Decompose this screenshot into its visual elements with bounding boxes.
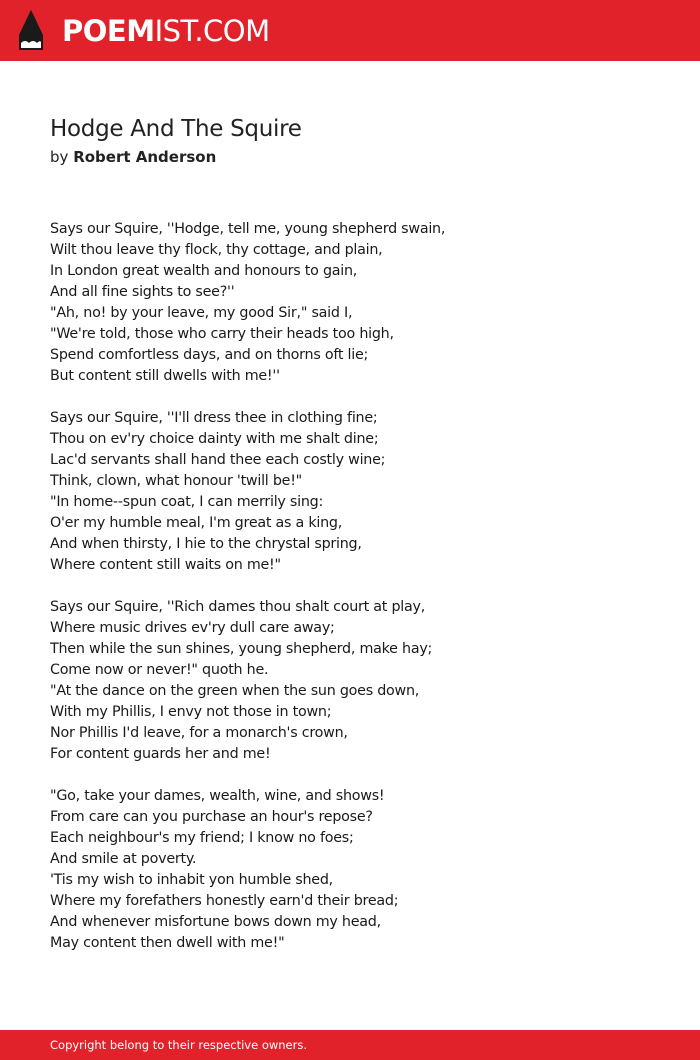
poem-line: For content guards her and me! (50, 746, 271, 762)
poem-line: Where my forefathers honestly earn'd their bread; (50, 893, 399, 909)
poem-line: Says our Squire, ''Hodge, tell me, young shepherd swain, (50, 221, 446, 237)
poem-line: O'er my humble meal, I'm great as a king, (50, 515, 343, 531)
author-name: Robert Anderson (73, 148, 217, 166)
stanza (50, 219, 670, 387)
site-header (0, 0, 700, 61)
poem-line: Where music drives ev'ry dull care away; (50, 620, 335, 636)
poem-line: But content still dwells with me!'' (50, 368, 280, 384)
poem-title: Hodge And The Squire (50, 116, 302, 142)
logo-text-light: IST.COM (154, 14, 270, 48)
copyright-notice: Copyright belong to their respective owners. (50, 1038, 308, 1052)
poem-line: From care can you purchase an hour's repose? (50, 809, 373, 825)
poem-line: And when thirsty, I hie to the chrystal spring, (50, 536, 362, 552)
poem-line: Thou on ev'ry choice dainty with me shalt dine; (50, 431, 379, 447)
poem-body (50, 219, 670, 975)
poem-line: "At the dance on the green when the sun goes down, (50, 683, 420, 699)
site-footer (0, 1030, 700, 1060)
pencil-tip-icon[interactable] (17, 9, 45, 51)
poem-line: "Ah, no! by your leave, my good Sir," said I, (50, 305, 353, 321)
logo-text-bold: POEM (62, 14, 155, 48)
poem-line: "Go, take your dames, wealth, wine, and shows! (50, 788, 385, 804)
poem-line: In London great wealth and honours to gain, (50, 263, 358, 279)
poem-line: Wilt thou leave thy flock, thy cottage, and plain, (50, 242, 383, 258)
poem-line: With my Phillis, I envy not those in town; (50, 704, 332, 720)
poem-line: Then while the sun shines, young shepherd, make hay; (50, 641, 433, 657)
poem-line: And smile at poverty. (50, 851, 197, 867)
poem-line: Spend comfortless days, and on thorns oft lie; (50, 347, 369, 363)
poem-line: Lac'd servants shall hand thee each costly wine; (50, 452, 386, 468)
poem-line: 'Tis my wish to inhabit yon humble shed, (50, 872, 333, 888)
poem-line: And all fine sights to see?'' (50, 284, 235, 300)
stanza (50, 408, 670, 576)
poem-line: "In home--spun coat, I can merrily sing: (50, 494, 324, 510)
poem-line: Come now or never!" quoth he. (50, 662, 269, 678)
poem-line: Where content still waits on me!" (50, 557, 281, 573)
poem-line: "We're told, those who carry their heads too high, (50, 326, 394, 342)
by-label: by (50, 148, 69, 166)
stanza (50, 786, 670, 954)
poem-line: Each neighbour's my friend; I know no foes; (50, 830, 354, 846)
byline (50, 148, 216, 166)
site-logo[interactable] (62, 13, 270, 49)
stanza (50, 597, 670, 765)
poem-line: Nor Phillis I'd leave, for a monarch's crown, (50, 725, 348, 741)
poem-line: And whenever misfortune bows down my head, (50, 914, 381, 930)
poem-line: Think, clown, what honour 'twill be!" (50, 473, 303, 489)
poem-line: May content then dwell with me!" (50, 935, 285, 951)
poem-line: Says our Squire, ''I'll dress thee in clothing fine; (50, 410, 378, 426)
poem-line: Says our Squire, ''Rich dames thou shalt court at play, (50, 599, 426, 615)
